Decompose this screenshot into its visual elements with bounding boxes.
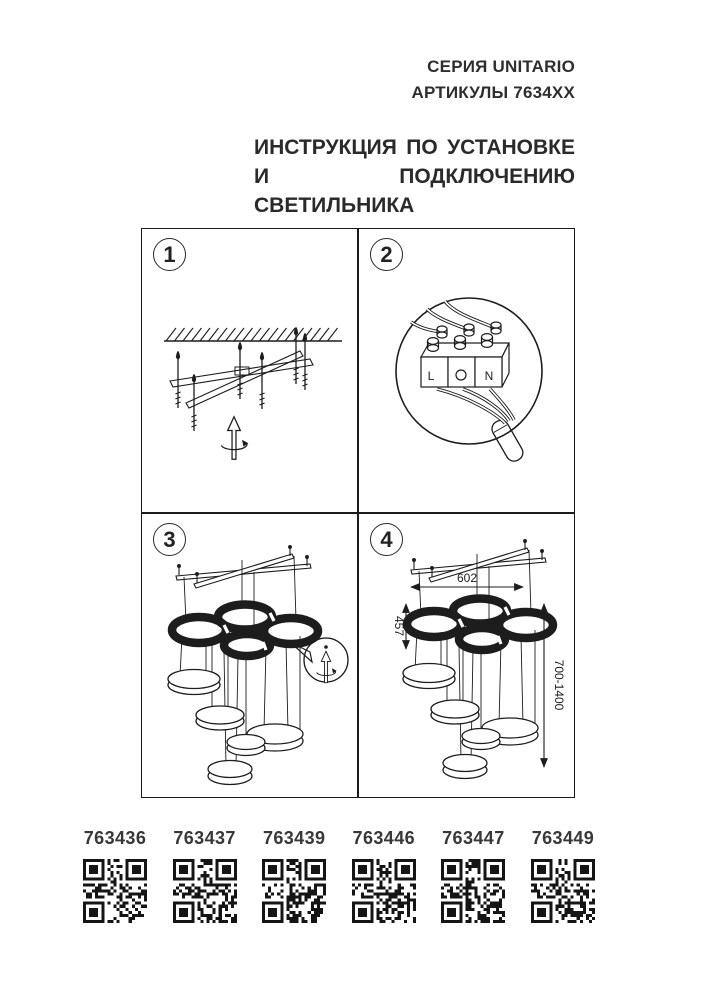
mounting-cross-bracket bbox=[170, 327, 313, 431]
step-4-dimensions-diagram bbox=[359, 514, 574, 797]
step-3-number: 3 bbox=[153, 523, 186, 556]
title-line-1: ИНСТРУКЦИЯ ПО УСТАНОВКЕ bbox=[254, 136, 575, 159]
article-series: АРТИКУЛЫ 7634XX bbox=[411, 83, 575, 102]
article-item bbox=[165, 828, 245, 923]
ceiling-hatching bbox=[166, 328, 338, 341]
fixture-cable bbox=[437, 389, 526, 464]
article-number: 763437 bbox=[173, 828, 236, 848]
terminal-label-live: L bbox=[427, 369, 435, 383]
article-list bbox=[75, 828, 603, 923]
article-number: 763439 bbox=[262, 828, 326, 848]
dimension-height: 457 bbox=[392, 615, 406, 637]
step-2-wiring-diagram bbox=[359, 229, 574, 512]
article-item bbox=[344, 828, 424, 923]
article-number: 763436 bbox=[83, 828, 147, 848]
article-item bbox=[433, 828, 513, 923]
qr-code bbox=[441, 859, 505, 923]
supply-wires bbox=[411, 301, 495, 332]
instruction-grid bbox=[141, 228, 575, 798]
step-1-number: 1 bbox=[153, 238, 186, 271]
qr-code bbox=[262, 859, 326, 923]
article-number: 763449 bbox=[531, 828, 595, 848]
step-1-ceiling-bracket-diagram bbox=[142, 229, 357, 512]
dimension-width: 602 bbox=[456, 571, 478, 585]
chandelier-drawing bbox=[168, 546, 318, 785]
qr-code bbox=[531, 859, 595, 923]
title-line-2: И ПОДКЛЮЧЕНИЮ СВЕТИЛЬНИКА bbox=[254, 165, 575, 217]
qr-code bbox=[352, 859, 416, 923]
article-number: 763447 bbox=[442, 828, 505, 848]
article-number: 763446 bbox=[352, 828, 416, 848]
step-4-number: 4 bbox=[370, 523, 403, 556]
step-3-panel bbox=[142, 514, 357, 797]
page-title bbox=[254, 133, 575, 220]
qr-code bbox=[173, 859, 237, 923]
qr-code bbox=[83, 859, 147, 923]
article-item bbox=[254, 828, 334, 923]
dimension-height-range: 700-1400 bbox=[552, 659, 566, 711]
step-1-panel bbox=[142, 229, 357, 512]
rotate-arrow-icon bbox=[221, 417, 248, 460]
step-3-assembly-diagram bbox=[142, 514, 357, 797]
step-4-panel bbox=[359, 514, 574, 797]
chandelier-drawing bbox=[403, 540, 553, 779]
step-2-panel bbox=[359, 229, 574, 512]
article-item bbox=[523, 828, 603, 923]
series-name: СЕРИЯ UNITARIO bbox=[427, 57, 575, 76]
terminal-label-neutral: N bbox=[484, 369, 494, 383]
rotate-arrow-icon bbox=[317, 651, 337, 682]
article-item bbox=[75, 828, 155, 923]
step-2-number: 2 bbox=[370, 238, 403, 271]
